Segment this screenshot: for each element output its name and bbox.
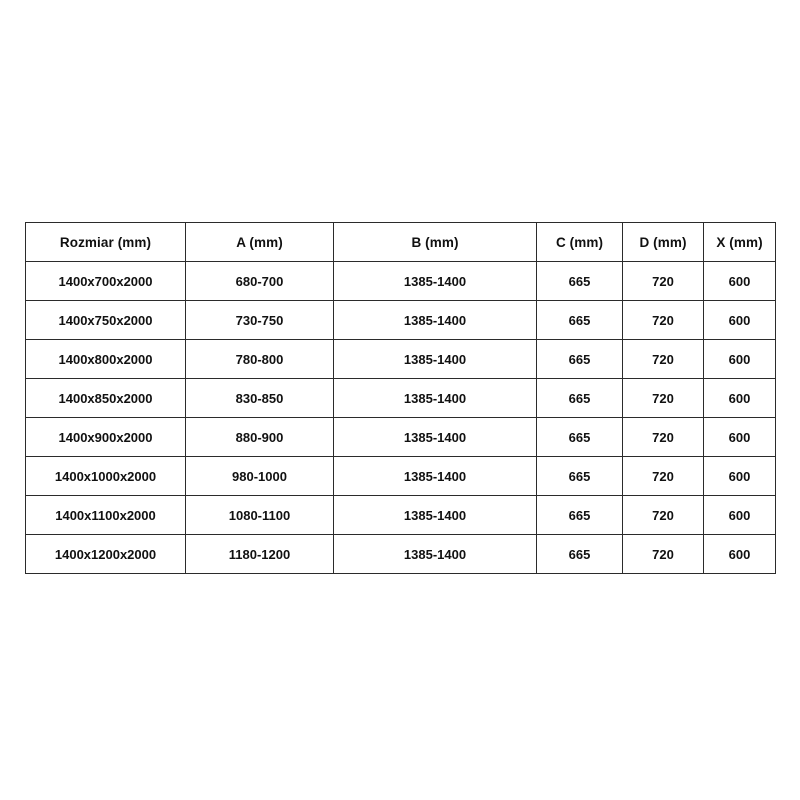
cell-b: 1385-1400	[334, 535, 537, 574]
cell-a: 780-800	[186, 340, 334, 379]
column-header-b: B (mm)	[334, 223, 537, 262]
cell-c: 665	[537, 457, 623, 496]
cell-size: 1400x1000x2000	[26, 457, 186, 496]
cell-c: 665	[537, 496, 623, 535]
column-header-x: X (mm)	[704, 223, 776, 262]
cell-a: 680-700	[186, 262, 334, 301]
cell-d: 720	[623, 340, 704, 379]
cell-size: 1400x1200x2000	[26, 535, 186, 574]
table-row	[26, 379, 776, 418]
cell-b: 1385-1400	[334, 301, 537, 340]
cell-a: 1180-1200	[186, 535, 334, 574]
cell-d: 720	[623, 262, 704, 301]
table-header-row	[26, 223, 776, 262]
cell-size: 1400x1100x2000	[26, 496, 186, 535]
cell-d: 720	[623, 379, 704, 418]
cell-x: 600	[704, 340, 776, 379]
table-row	[26, 301, 776, 340]
table-row	[26, 496, 776, 535]
spec-table-container	[25, 222, 775, 574]
cell-b: 1385-1400	[334, 379, 537, 418]
cell-b: 1385-1400	[334, 496, 537, 535]
dimensions-table	[25, 222, 776, 574]
cell-size: 1400x700x2000	[26, 262, 186, 301]
cell-b: 1385-1400	[334, 340, 537, 379]
cell-d: 720	[623, 418, 704, 457]
cell-b: 1385-1400	[334, 262, 537, 301]
cell-x: 600	[704, 301, 776, 340]
cell-size: 1400x800x2000	[26, 340, 186, 379]
cell-d: 720	[623, 535, 704, 574]
column-header-d: D (mm)	[623, 223, 704, 262]
column-header-a: A (mm)	[186, 223, 334, 262]
cell-x: 600	[704, 379, 776, 418]
cell-x: 600	[704, 418, 776, 457]
cell-a: 980-1000	[186, 457, 334, 496]
cell-x: 600	[704, 262, 776, 301]
column-header-c: C (mm)	[537, 223, 623, 262]
cell-c: 665	[537, 418, 623, 457]
cell-x: 600	[704, 457, 776, 496]
cell-c: 665	[537, 535, 623, 574]
cell-size: 1400x750x2000	[26, 301, 186, 340]
table-header	[26, 223, 776, 262]
cell-d: 720	[623, 457, 704, 496]
cell-b: 1385-1400	[334, 457, 537, 496]
cell-a: 830-850	[186, 379, 334, 418]
cell-size: 1400x850x2000	[26, 379, 186, 418]
cell-size: 1400x900x2000	[26, 418, 186, 457]
table-row	[26, 457, 776, 496]
table-row	[26, 262, 776, 301]
cell-d: 720	[623, 496, 704, 535]
cell-c: 665	[537, 340, 623, 379]
table-row	[26, 340, 776, 379]
cell-a: 1080-1100	[186, 496, 334, 535]
cell-c: 665	[537, 301, 623, 340]
table-row	[26, 418, 776, 457]
column-header-size: Rozmiar (mm)	[26, 223, 186, 262]
table-body	[26, 262, 776, 574]
cell-x: 600	[704, 496, 776, 535]
cell-x: 600	[704, 535, 776, 574]
cell-d: 720	[623, 301, 704, 340]
cell-c: 665	[537, 379, 623, 418]
cell-b: 1385-1400	[334, 418, 537, 457]
cell-a: 880-900	[186, 418, 334, 457]
cell-a: 730-750	[186, 301, 334, 340]
table-row	[26, 535, 776, 574]
cell-c: 665	[537, 262, 623, 301]
